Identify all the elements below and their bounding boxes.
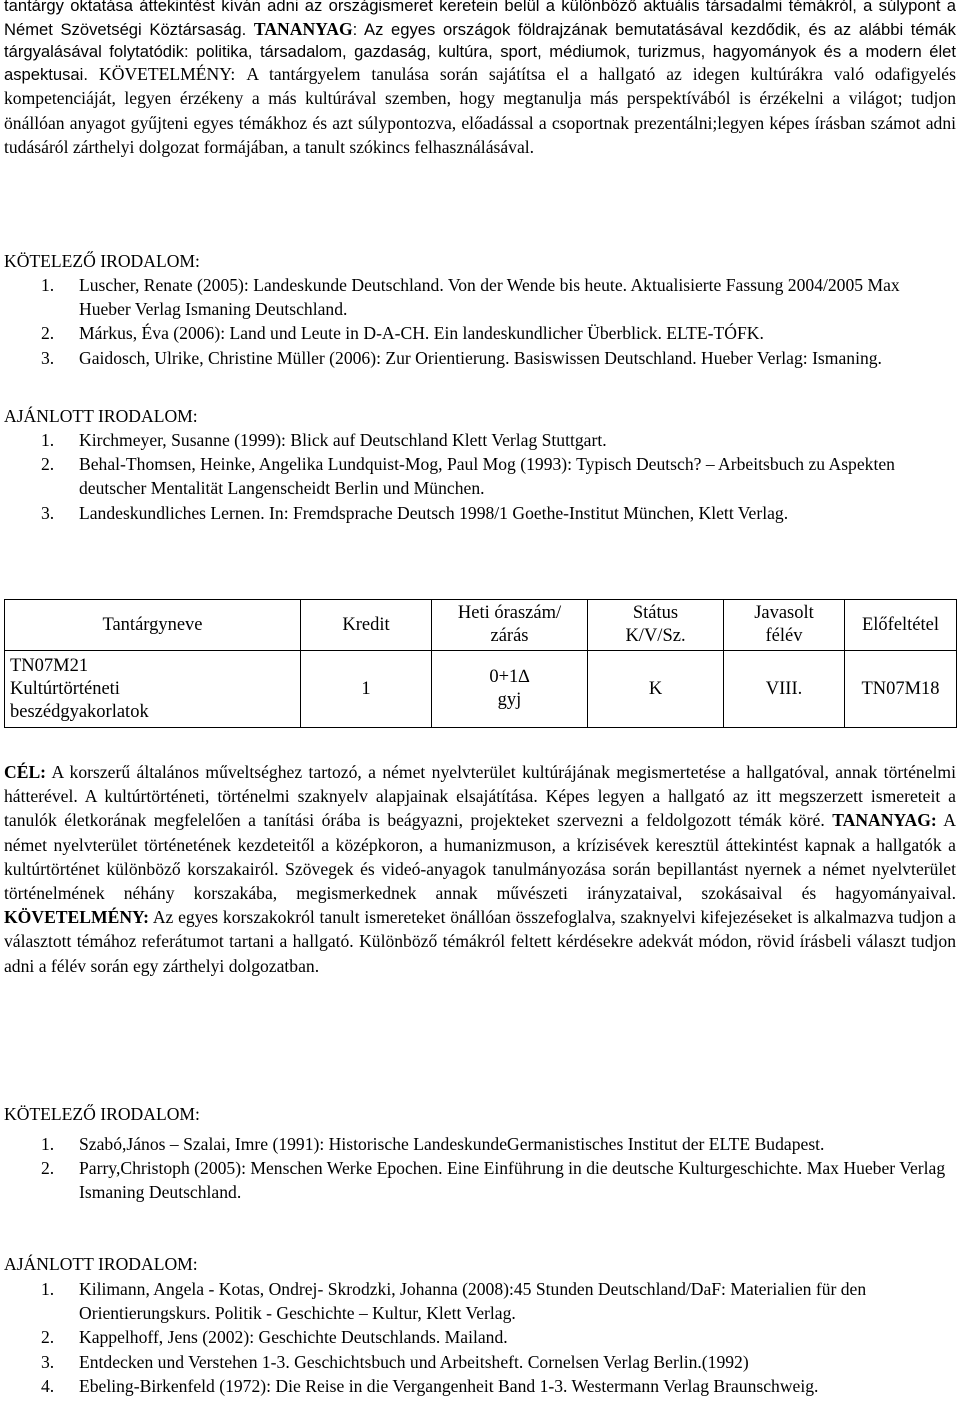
kovetelmeny-label: KÖVETELMÉNY: <box>4 907 150 928</box>
recommended-literature-list <box>4 428 954 525</box>
kovetelmeny-label: KÖVETELMÉNY: <box>99 64 236 85</box>
list-item: 1. Luscher, Renate (2005): Landeskunde Deutschland. Von der Wende bis heute. Aktualisierte Fassung 2004/2005 Max Hueber Verlag Ismaning Deutschland. <box>41 275 900 320</box>
desc-text: : Az egyes országok földrajzának bemutatásával kezdődik, és az alábbi témák tárgyalásával folytatódik: politika, társadalom, gazdaság, kultúra, sport, médiumok, turizmus, hagyományok és a modern élet aspektusai. <box>4 19 956 85</box>
list-item: 1. Kilimann, Angela - Kotas, Ondrej- Skrodzki, Johanna (2008):45 Stunden Deutschland/DaF: Materialien für den Orientierungskurs. Politik - Geschichte – Kultur, Klett Verlag. <box>41 1279 867 1324</box>
desc-text: tantárgy oktatása áttekintést kíván adni az országismeret keretein belül a különböző aktuális társadalmi témákról, a súlypont a Német Szövetségi Köztársaság. <box>4 0 956 39</box>
list-item: 1. Kirchmeyer, Susanne (1999): Blick auf Deutschland Klett Verlag Stuttgart. <box>41 430 607 450</box>
required-literature-heading: KÖTELEZŐ IRODALOM: <box>4 1104 200 1124</box>
list-item: 4. Ebeling-Birkenfeld (1972): Die Reise in die Vergangenheit Band 1-3. Westermann Verlag Braunschweig. <box>41 1375 819 1396</box>
list-item: 3. Entdecken und Verstehen 1-3. Geschichtsbuch und Arbeitsheft. Cornelsen Verlag Berlin.(1992) <box>41 1351 749 1372</box>
course-table <box>4 599 957 728</box>
recommended-literature-heading: AJÁNLOTT IRODALOM: <box>4 1254 198 1274</box>
required-literature-heading: KÖTELEZŐ IRODALOM: <box>4 251 200 271</box>
course-description-1 <box>4 0 956 159</box>
list-item: 3. Gaidosch, Ulrike, Christine Müller (2006): Zur Orientierung. Basiswissen Deutschland. Hueber Verlag: Ismaning. <box>41 347 882 368</box>
col-header-credit: Kredit <box>301 600 432 651</box>
table-header-row <box>5 600 957 651</box>
col-header-semester: Javasolt félév <box>724 600 845 651</box>
required-literature-list <box>4 1132 954 1205</box>
recommended-literature-list <box>4 1277 954 1398</box>
list-item: 2. Behal-Thomsen, Heinke, Angelika Lundquist-Mog, Paul Mog (1993): Typisch Deutsch? – Arbeitsbuch zu Aspekten deutscher Mentalität Langenscheidt Berlin und München. <box>41 454 895 499</box>
desc-text: A tantárgyelem tanulása során sajátítsa el a hallgató az idegen kultúrákra való odafigyelés kompetenciáját, legyen érzékeny a más kultúrával szemben, hogy megtanulja más perspektívából is érzékelni a világot; tudjon önállóan anyagot gyűjteni egyes témákhoz és azt súlypontozva, előadással a csoportnak prezentálni;legyen képes írásban számot adni tudásáról zárthelyi dolgozat formájában, a tanult szókincs felhasználásával. <box>4 64 956 157</box>
required-literature-list <box>4 273 954 370</box>
cell-credit: 1 <box>301 651 432 728</box>
list-item: 2. Márkus, Éva (2006): Land und Leute in D-A-CH. Ein landeskundlicher Überblick. ELTE-TÓFK. <box>41 323 764 344</box>
course-description-2: CÉL: A korszerű általános műveltséghez tartozó, a német nyelvterület kultúrájának megismertetése a hallgatóval, annak történelmi hátterével. A kultúrtörténeti, történelmi szaknyelv alapjainak elsajátítása. Képes legyen a hallgató az itt megszerzett ismereteit a tanulók életkorának megfelelően a tanítási órába is beágyazni, projekteket szervezni a feldolgozott témák köré. TANANYAG: A német nyelvterület történetének kezdeteitől a középkoron, a humanizmuson, a krízisévek keresztül áttekintést kapnak a hallgatók a kultúrtörténet különböző korszakairól. Szövegek és videó-anyagok tanulmányozása során bepillantást nyernek a német nyelvterület történelmének néhány korszakába, megismerkednek annak művészeti irányzataival, szokásaival és hagyományaival. KÖVETELMÉNY: Az egyes korszakokról tanult ismereteket önállóan összefoglalva, szaknyelvi kifejezéseket is alkalmazva tudjon a választott témához referátumot tartani a hallgató. Különböző témákról feltett kérdésekre adekvát módon, rövid írásbeli választ tudjon adni a félév során egy zárthelyi dolgozatban. <box>4 762 956 976</box>
col-header-hours: Heti óraszám/ zárás <box>432 600 588 651</box>
cel-label: CÉL: <box>4 762 47 782</box>
cell-status: K <box>588 651 724 728</box>
recommended-literature-heading: AJÁNLOTT IRODALOM: <box>4 406 198 426</box>
cell-course-name: TN07M21 Kultúrtörténeti beszédgyakorlatok <box>5 651 301 728</box>
list-item: 2. Parry,Christoph (2005): Menschen Werke Epochen. Eine Einführung in die deutsche Kulturgeschichte. Max Hueber Verlag Ismaning Deutschland. <box>41 1158 946 1203</box>
cell-hours: 0+1∆ gyj <box>432 651 588 728</box>
list-item: 1. Szabó,János – Szalai, Imre (1991): Historische LandeskundeGermanistisches Institut der ELTE Budapest. <box>41 1134 825 1154</box>
list-item: 3. Landeskundliches Lernen. In: Fremdsprache Deutsch 1998/1 Goethe-Institut München, Klett Verlag. <box>41 502 789 523</box>
cell-semester: VIII. <box>724 651 845 728</box>
col-header-prereq: Előfeltétel <box>845 600 957 651</box>
list-item: 2. Kappelhoff, Jens (2002): Geschichte Deutschlands. Mailand. <box>41 1327 508 1348</box>
tananyag-label: TANANYAG: <box>832 810 937 831</box>
cell-prereq: TN07M18 <box>845 651 957 728</box>
table-row <box>5 651 957 728</box>
col-header-status: Státus K/V/Sz. <box>588 600 724 651</box>
tananyag-label: TANANYAG <box>253 18 353 39</box>
col-header-name: Tantárgyneve <box>5 600 301 651</box>
